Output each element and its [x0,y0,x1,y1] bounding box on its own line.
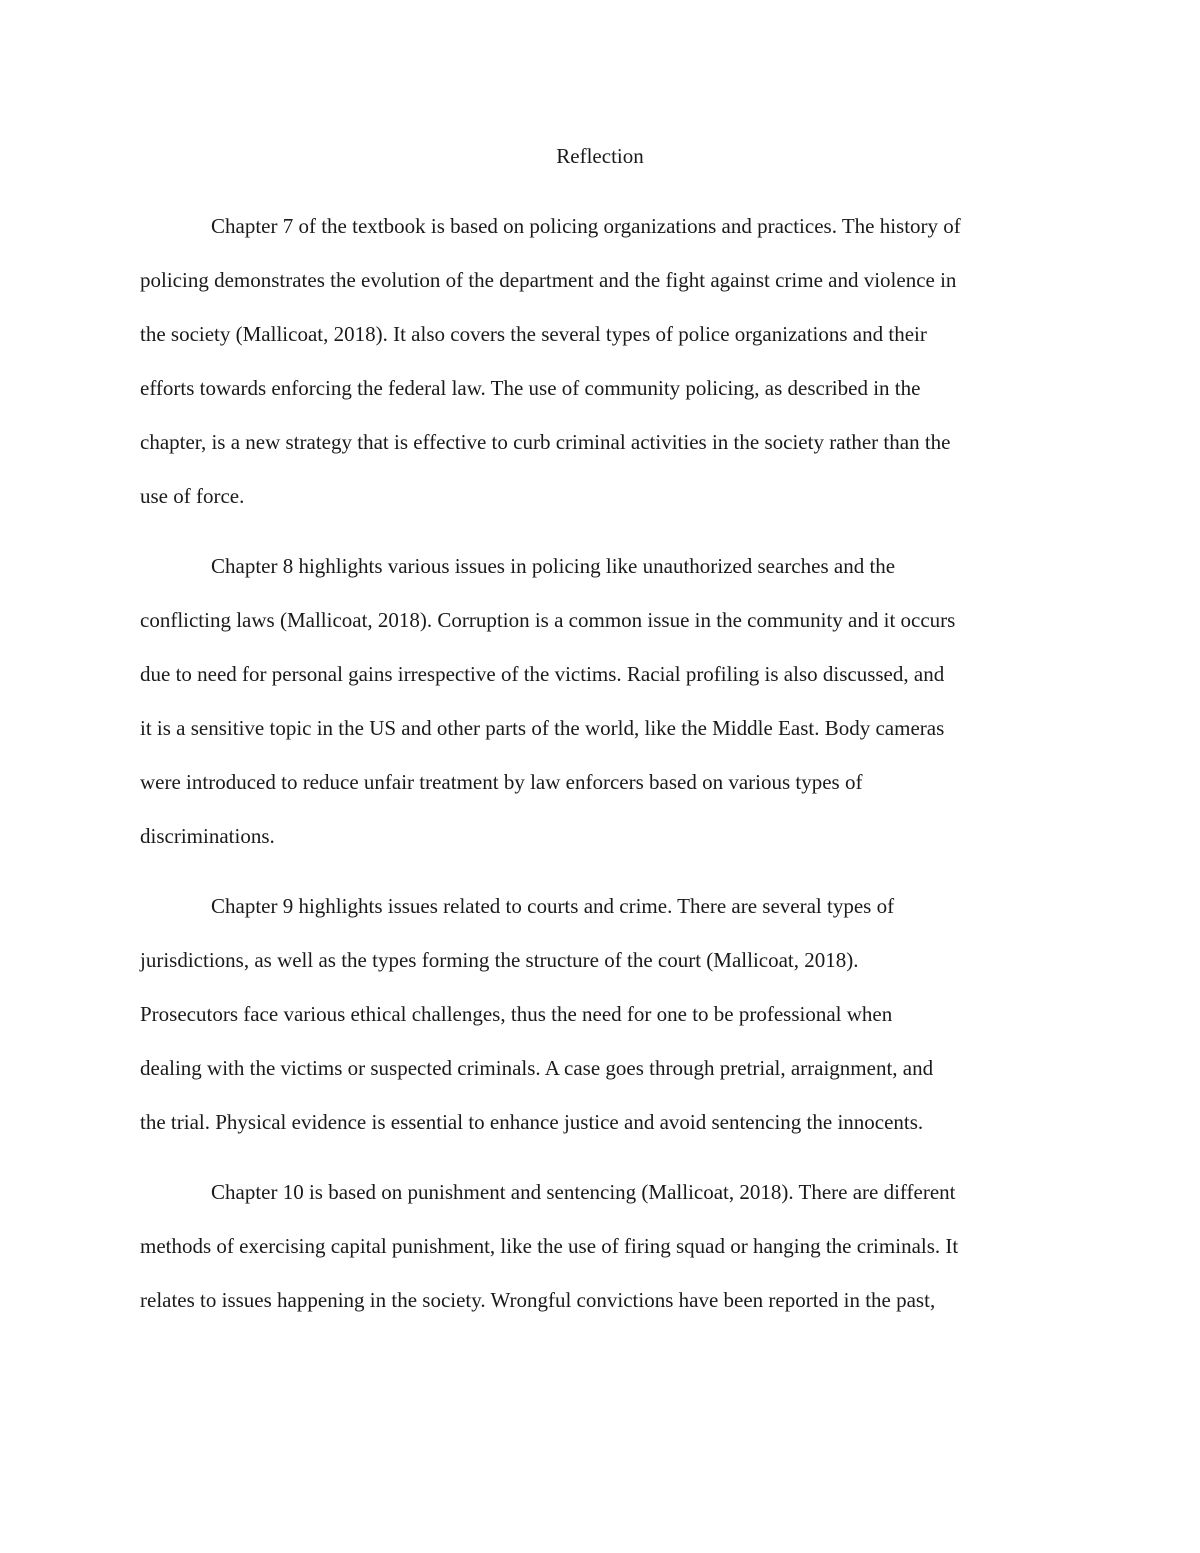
paragraph-1-line-2: policing demonstrates the evolution of the department and the fight against crime and violence in [140,268,957,292]
paragraph-4-line-3: relates to issues happening in the society. Wrongful convictions have been reported in the past, [140,1288,936,1312]
paragraph-1-line-3: the society (Mallicoat, 2018). It also covers the several types of police organizations and their [140,322,927,346]
paragraph-2-line-1: Chapter 8 highlights various issues in policing like unauthorized searches and the [211,554,896,578]
paragraph-3-line-4: dealing with the victims or suspected criminals. A case goes through pretrial, arraignment, and [140,1056,934,1080]
paragraph-2-line-2: conflicting laws (Mallicoat, 2018). Corruption is a common issue in the community and it occurs [140,608,956,632]
paragraph-3-line-3: Prosecutors face various ethical challenges, thus the need for one to be professional when [140,1002,893,1026]
paragraph-1-line-1: Chapter 7 of the textbook is based on policing organizations and practices. The history of [211,214,961,238]
paragraph-3-line-1: Chapter 9 highlights issues related to courts and crime. There are several types of [211,894,895,918]
paragraph-4-line-2: methods of exercising capital punishment, like the use of firing squad or hanging the criminals. It [140,1234,959,1258]
paragraph-2-line-3: due to need for personal gains irrespective of the victims. Racial profiling is also discussed, and [140,662,945,686]
paragraph-3-line-5: the trial. Physical evidence is essential to enhance justice and avoid sentencing the innocents. [140,1110,924,1134]
paragraph-2-line-4: it is a sensitive topic in the US and other parts of the world, like the Middle East. Body cameras [140,716,945,740]
paragraph-1-line-4: efforts towards enforcing the federal law. The use of community policing, as described in the [140,376,921,400]
document-title: Reflection [556,144,644,168]
paragraph-2-line-6: discriminations. [140,824,275,848]
paragraph-2-line-5: were introduced to reduce unfair treatment by law enforcers based on various types of [140,770,863,794]
paragraph-3-line-2: jurisdictions, as well as the types forming the structure of the court (Mallicoat, 2018). [140,948,859,972]
paragraph-1-line-5: chapter, is a new strategy that is effective to curb criminal activities in the society rather than the [140,430,951,454]
paragraph-1-line-6: use of force. [140,484,245,508]
paragraph-4-line-1: Chapter 10 is based on punishment and sentencing (Mallicoat, 2018). There are different [211,1180,956,1204]
